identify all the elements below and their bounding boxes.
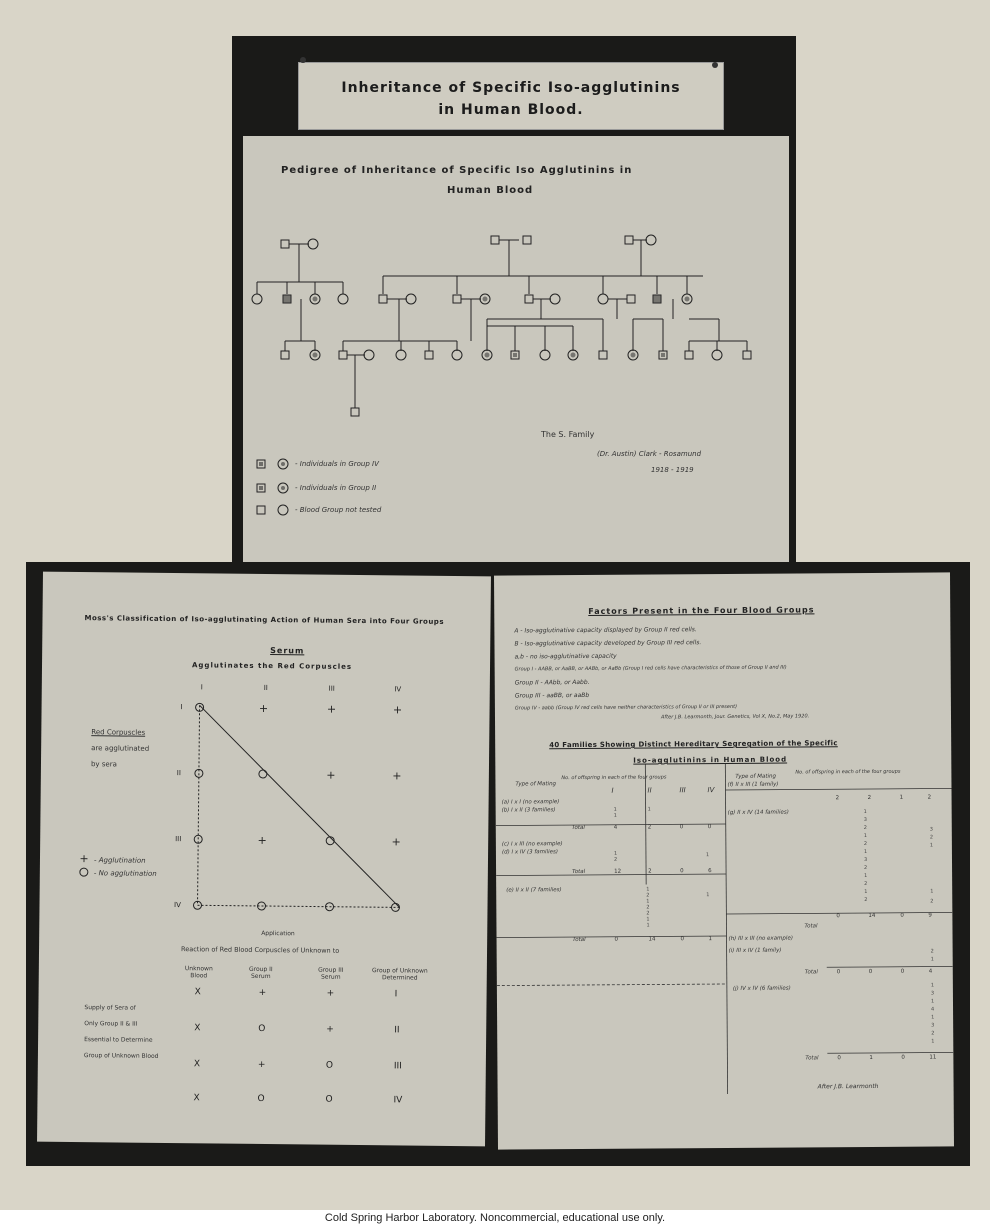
moss-note-line: Group of Unknown Blood bbox=[83, 1052, 159, 1060]
col-head-right: Type of Mating bbox=[735, 773, 777, 780]
moss-title: Moss's Classification of Iso-agglutinating Action of Human Sera into Four Groups bbox=[84, 614, 445, 626]
pedigree-legend-3: - Blood Group not tested bbox=[295, 506, 382, 514]
exhibit-title-card bbox=[298, 62, 724, 130]
total-cell: 12 bbox=[614, 868, 622, 875]
moss-th-unknown: Unknown Blood bbox=[184, 965, 213, 980]
col-head-mid: No. of offspring in each of the four groups bbox=[561, 774, 667, 782]
svg-text:1: 1 bbox=[706, 892, 710, 899]
svg-text:1: 1 bbox=[930, 982, 935, 989]
table-cell: O bbox=[325, 1060, 333, 1071]
svg-text:1: 1 bbox=[863, 833, 868, 840]
table-cell: I bbox=[394, 989, 398, 1000]
total-label: Total bbox=[571, 824, 585, 832]
table-cell: + bbox=[258, 987, 267, 999]
pin-dot bbox=[712, 62, 718, 68]
pedigree-years: 1918 - 1919 bbox=[651, 466, 694, 474]
moss-side-line3: by sera bbox=[90, 760, 117, 769]
svg-text:1: 1 bbox=[864, 888, 868, 896]
factor-line: B - Iso-agglutinative capacity developed by Group III red cells. bbox=[514, 639, 702, 648]
total-cell: 0 bbox=[836, 913, 840, 920]
factors-panel bbox=[494, 572, 954, 1149]
total-cell: 2 bbox=[648, 868, 652, 875]
svg-text:2: 2 bbox=[613, 856, 618, 863]
svg-text:2: 2 bbox=[863, 841, 868, 848]
pedigree-legend-2: - Individuals in Group II bbox=[295, 484, 377, 492]
tally-marks bbox=[494, 572, 954, 1149]
svg-text:1: 1 bbox=[930, 998, 935, 1005]
table-cell: III bbox=[393, 1061, 402, 1072]
total-cell: 2 bbox=[867, 794, 872, 801]
mating-left: (a) I x I (no example) bbox=[501, 799, 560, 806]
total-cell: 1 bbox=[899, 794, 904, 801]
moss-application: Application bbox=[261, 929, 295, 938]
moss-note-line: Essential to Determine bbox=[84, 1036, 153, 1044]
families-title-line1: 40 Families Showing Distinct Hereditary Segregation of the Specific bbox=[549, 739, 838, 750]
svg-text:1: 1 bbox=[647, 806, 651, 813]
svg-text:2: 2 bbox=[864, 880, 868, 888]
table-cell: O bbox=[257, 1093, 265, 1105]
svg-text:1: 1 bbox=[863, 809, 867, 816]
svg-text:3: 3 bbox=[863, 817, 867, 824]
moss-plus: + bbox=[391, 835, 401, 849]
pedigree-title-line1: Pedigree of Inheritance of Specific Iso Agglutinins in bbox=[281, 165, 633, 176]
pedigree-credit: (Dr. Austin) Clark - Rosamund bbox=[597, 450, 702, 458]
table-row bbox=[178, 1023, 428, 1042]
moss-plus: + bbox=[257, 833, 267, 848]
pedigree-legend-1: - Individuals in Group IV bbox=[295, 460, 379, 468]
moss-plus: + bbox=[79, 852, 89, 866]
total-label: Total bbox=[804, 923, 818, 930]
moss-note-line: Only Group II & III bbox=[84, 1020, 138, 1028]
total-cell: 2 bbox=[927, 794, 932, 801]
families-title-line2: Iso-agglutinins in Human Blood bbox=[633, 755, 788, 765]
moss-th-determined: Group of Unknown Determined bbox=[371, 967, 428, 982]
moss-plus: + bbox=[326, 702, 337, 716]
svg-text:1: 1 bbox=[931, 1014, 935, 1021]
total-cell: 0 bbox=[836, 969, 841, 976]
factor-line: Group I - AABB, or AaBB, or AABb, or AaBb (Group I red cells have characteristics of those of Group II and III) bbox=[514, 664, 787, 673]
svg-text:1: 1 bbox=[929, 842, 934, 849]
factor-line: A - Iso-agglutinative capacity displayed by Group II red cells. bbox=[514, 626, 697, 635]
factor-line: Group IV - aabb (Group IV red cells have neither characteristics of Group II or III present) bbox=[514, 703, 738, 712]
total-cell: 0 bbox=[900, 968, 905, 975]
svg-text:1: 1 bbox=[931, 1038, 935, 1045]
svg-text:2: 2 bbox=[930, 898, 934, 905]
mating-right: (i) III x IV (1 family) bbox=[728, 947, 782, 954]
mating-left: (e) II x II (7 families) bbox=[506, 887, 562, 894]
total-cell: 0 bbox=[837, 1055, 841, 1062]
svg-text:3: 3 bbox=[930, 990, 935, 997]
table-cell: II bbox=[394, 1025, 400, 1036]
group-numeral: II bbox=[647, 786, 652, 795]
moss-row-numeral: III bbox=[175, 835, 182, 844]
table-cell: X bbox=[194, 987, 201, 998]
table-cell: X bbox=[194, 1023, 201, 1034]
total-cell: 0 bbox=[679, 824, 684, 831]
table-cell: + bbox=[257, 1059, 266, 1071]
moss-col-numeral: I bbox=[200, 683, 203, 692]
total-label: Total bbox=[804, 969, 818, 976]
total-cell: 2 bbox=[647, 824, 652, 831]
total-cell: 0 bbox=[680, 868, 684, 875]
svg-text:1: 1 bbox=[613, 806, 617, 813]
col-head-left: Type of Mating bbox=[515, 781, 557, 788]
exhibit-title-line1: Inheritance of Specific Iso-agglutinins bbox=[341, 80, 681, 96]
moss-th-group3: Group III Serum bbox=[318, 966, 344, 981]
mating-left: (c) I x III (no example) bbox=[501, 841, 563, 848]
table-cell: IV bbox=[393, 1095, 403, 1106]
moss-classification-panel bbox=[37, 572, 491, 1147]
moss-col-numeral: II bbox=[263, 683, 268, 693]
svg-text:2: 2 bbox=[646, 892, 650, 899]
table-cell: + bbox=[326, 988, 335, 999]
mating-right: (j) IV x IV (6 families) bbox=[732, 985, 791, 992]
moss-plus: + bbox=[392, 703, 403, 717]
table-row bbox=[177, 1093, 427, 1112]
pedigree-chart bbox=[243, 136, 789, 562]
mating-right: (g) II x IV (14 families) bbox=[727, 809, 789, 816]
total-cell: 4 bbox=[928, 968, 933, 975]
moss-legend-circle: - No agglutination bbox=[93, 869, 157, 878]
table-cell: O bbox=[258, 1023, 266, 1035]
moss-note-line: Supply of Sera of bbox=[84, 1004, 136, 1012]
svg-text:1: 1 bbox=[930, 956, 934, 963]
total-cell: 1 bbox=[869, 1054, 873, 1061]
svg-text:1: 1 bbox=[646, 922, 650, 929]
factor-line: Group III - aaBB, or aaBb bbox=[514, 691, 590, 700]
total-cell: 6 bbox=[708, 868, 712, 875]
svg-text:1: 1 bbox=[646, 886, 650, 893]
svg-text:1: 1 bbox=[646, 916, 650, 923]
pedigree-family-label: The S. Family bbox=[541, 430, 595, 439]
svg-text:2: 2 bbox=[930, 948, 934, 955]
col-head-right2: No. of offspring in each of the four groups bbox=[795, 768, 901, 776]
total-cell: 2 bbox=[835, 795, 840, 802]
svg-text:3: 3 bbox=[929, 826, 933, 833]
svg-text:1: 1 bbox=[613, 850, 618, 857]
table-cell: + bbox=[326, 1024, 334, 1035]
total-cell: 11 bbox=[929, 1054, 937, 1061]
families-credit: After J.B. Learmonth bbox=[817, 1082, 879, 1091]
svg-text:2: 2 bbox=[646, 910, 650, 917]
svg-text:1: 1 bbox=[930, 888, 934, 895]
table-cell: O bbox=[325, 1094, 333, 1105]
moss-plus: + bbox=[326, 768, 336, 782]
total-cell: 0 bbox=[680, 936, 685, 943]
svg-text:1: 1 bbox=[864, 873, 868, 880]
total-cell: 9 bbox=[928, 912, 932, 919]
exhibit-title-line2: in Human Blood. bbox=[438, 102, 584, 118]
moss-row-numeral: I bbox=[180, 703, 183, 712]
pedigree-title-line2: Human Blood bbox=[447, 185, 534, 196]
svg-text:2: 2 bbox=[931, 1030, 935, 1037]
moss-row-numeral: II bbox=[176, 769, 182, 778]
copyright-footer: Cold Spring Harbor Laboratory. Noncommercial, educational use only. bbox=[0, 1210, 990, 1227]
group-numeral: IV bbox=[707, 786, 715, 795]
group-numeral: III bbox=[679, 786, 686, 795]
moss-th-group2: Group II Serum bbox=[248, 965, 273, 981]
moss-side-line2: are agglutinated bbox=[91, 744, 150, 753]
total-cell: 1 bbox=[708, 936, 713, 943]
pin-dot bbox=[300, 57, 306, 63]
total-cell: 0 bbox=[707, 824, 712, 831]
total-cell: 4 bbox=[613, 824, 618, 831]
total-cell: 14 bbox=[648, 936, 656, 943]
group-numeral: I bbox=[611, 786, 614, 795]
total-cell: 0 bbox=[614, 936, 619, 943]
moss-agglutinates: Agglutinates the Red Corpuscles bbox=[191, 661, 353, 671]
mating-right: (h) III x III (no example) bbox=[728, 935, 793, 942]
table-row bbox=[178, 987, 428, 1006]
total-cell: 0 bbox=[901, 1054, 905, 1061]
mating-left: (d) I x IV (3 families) bbox=[501, 849, 559, 856]
total-cell: 0 bbox=[900, 912, 904, 919]
moss-serum: Serum bbox=[270, 646, 305, 656]
factor-line: a,b - no iso-agglutinative capacity bbox=[514, 652, 617, 661]
total-label: Total bbox=[572, 868, 586, 876]
factor-line: Group II - AAbb, or Aabb. bbox=[514, 678, 590, 687]
moss-row-numeral: IV bbox=[174, 901, 181, 910]
moss-side-line1: Red Corpuscles bbox=[91, 728, 146, 737]
svg-text:2: 2 bbox=[929, 834, 934, 841]
svg-text:2: 2 bbox=[864, 865, 868, 872]
total-label: Total bbox=[805, 1055, 819, 1062]
factors-credit: After J.B. Learmonth, Jour. Genetics, Vol X, No.2, May 1920. bbox=[660, 713, 810, 721]
moss-col-numeral: III bbox=[328, 684, 335, 693]
total-label: Total bbox=[572, 936, 586, 944]
svg-text:3: 3 bbox=[931, 1022, 935, 1029]
pedigree-panel bbox=[243, 136, 789, 562]
svg-text:4: 4 bbox=[931, 1006, 935, 1013]
svg-text:1: 1 bbox=[863, 849, 868, 856]
svg-text:1: 1 bbox=[705, 852, 710, 859]
svg-text:1: 1 bbox=[646, 898, 650, 905]
svg-text:3: 3 bbox=[863, 857, 868, 864]
table-cell: X bbox=[193, 1059, 201, 1070]
total-cell: 0 bbox=[868, 968, 873, 975]
svg-text:1: 1 bbox=[613, 812, 617, 819]
svg-text:2: 2 bbox=[863, 825, 867, 832]
moss-plus: + bbox=[392, 769, 402, 783]
mating-left: (b) I x II (3 families) bbox=[501, 807, 556, 814]
table-cell: X bbox=[193, 1093, 200, 1104]
factors-title: Factors Present in the Four Blood Groups bbox=[588, 605, 815, 616]
moss-reaction-title: Reaction of Red Blood Corpuscles of Unknown to bbox=[181, 945, 340, 955]
moss-plus: + bbox=[258, 701, 269, 716]
moss-col-numeral: IV bbox=[394, 685, 402, 694]
table-row bbox=[178, 1059, 428, 1078]
svg-text:2: 2 bbox=[864, 896, 868, 904]
mating-right: (f) II x III (1 family) bbox=[727, 781, 779, 788]
svg-text:2: 2 bbox=[646, 904, 650, 911]
total-cell: 14 bbox=[868, 912, 876, 919]
moss-legend-plus: - Agglutination bbox=[93, 856, 146, 865]
